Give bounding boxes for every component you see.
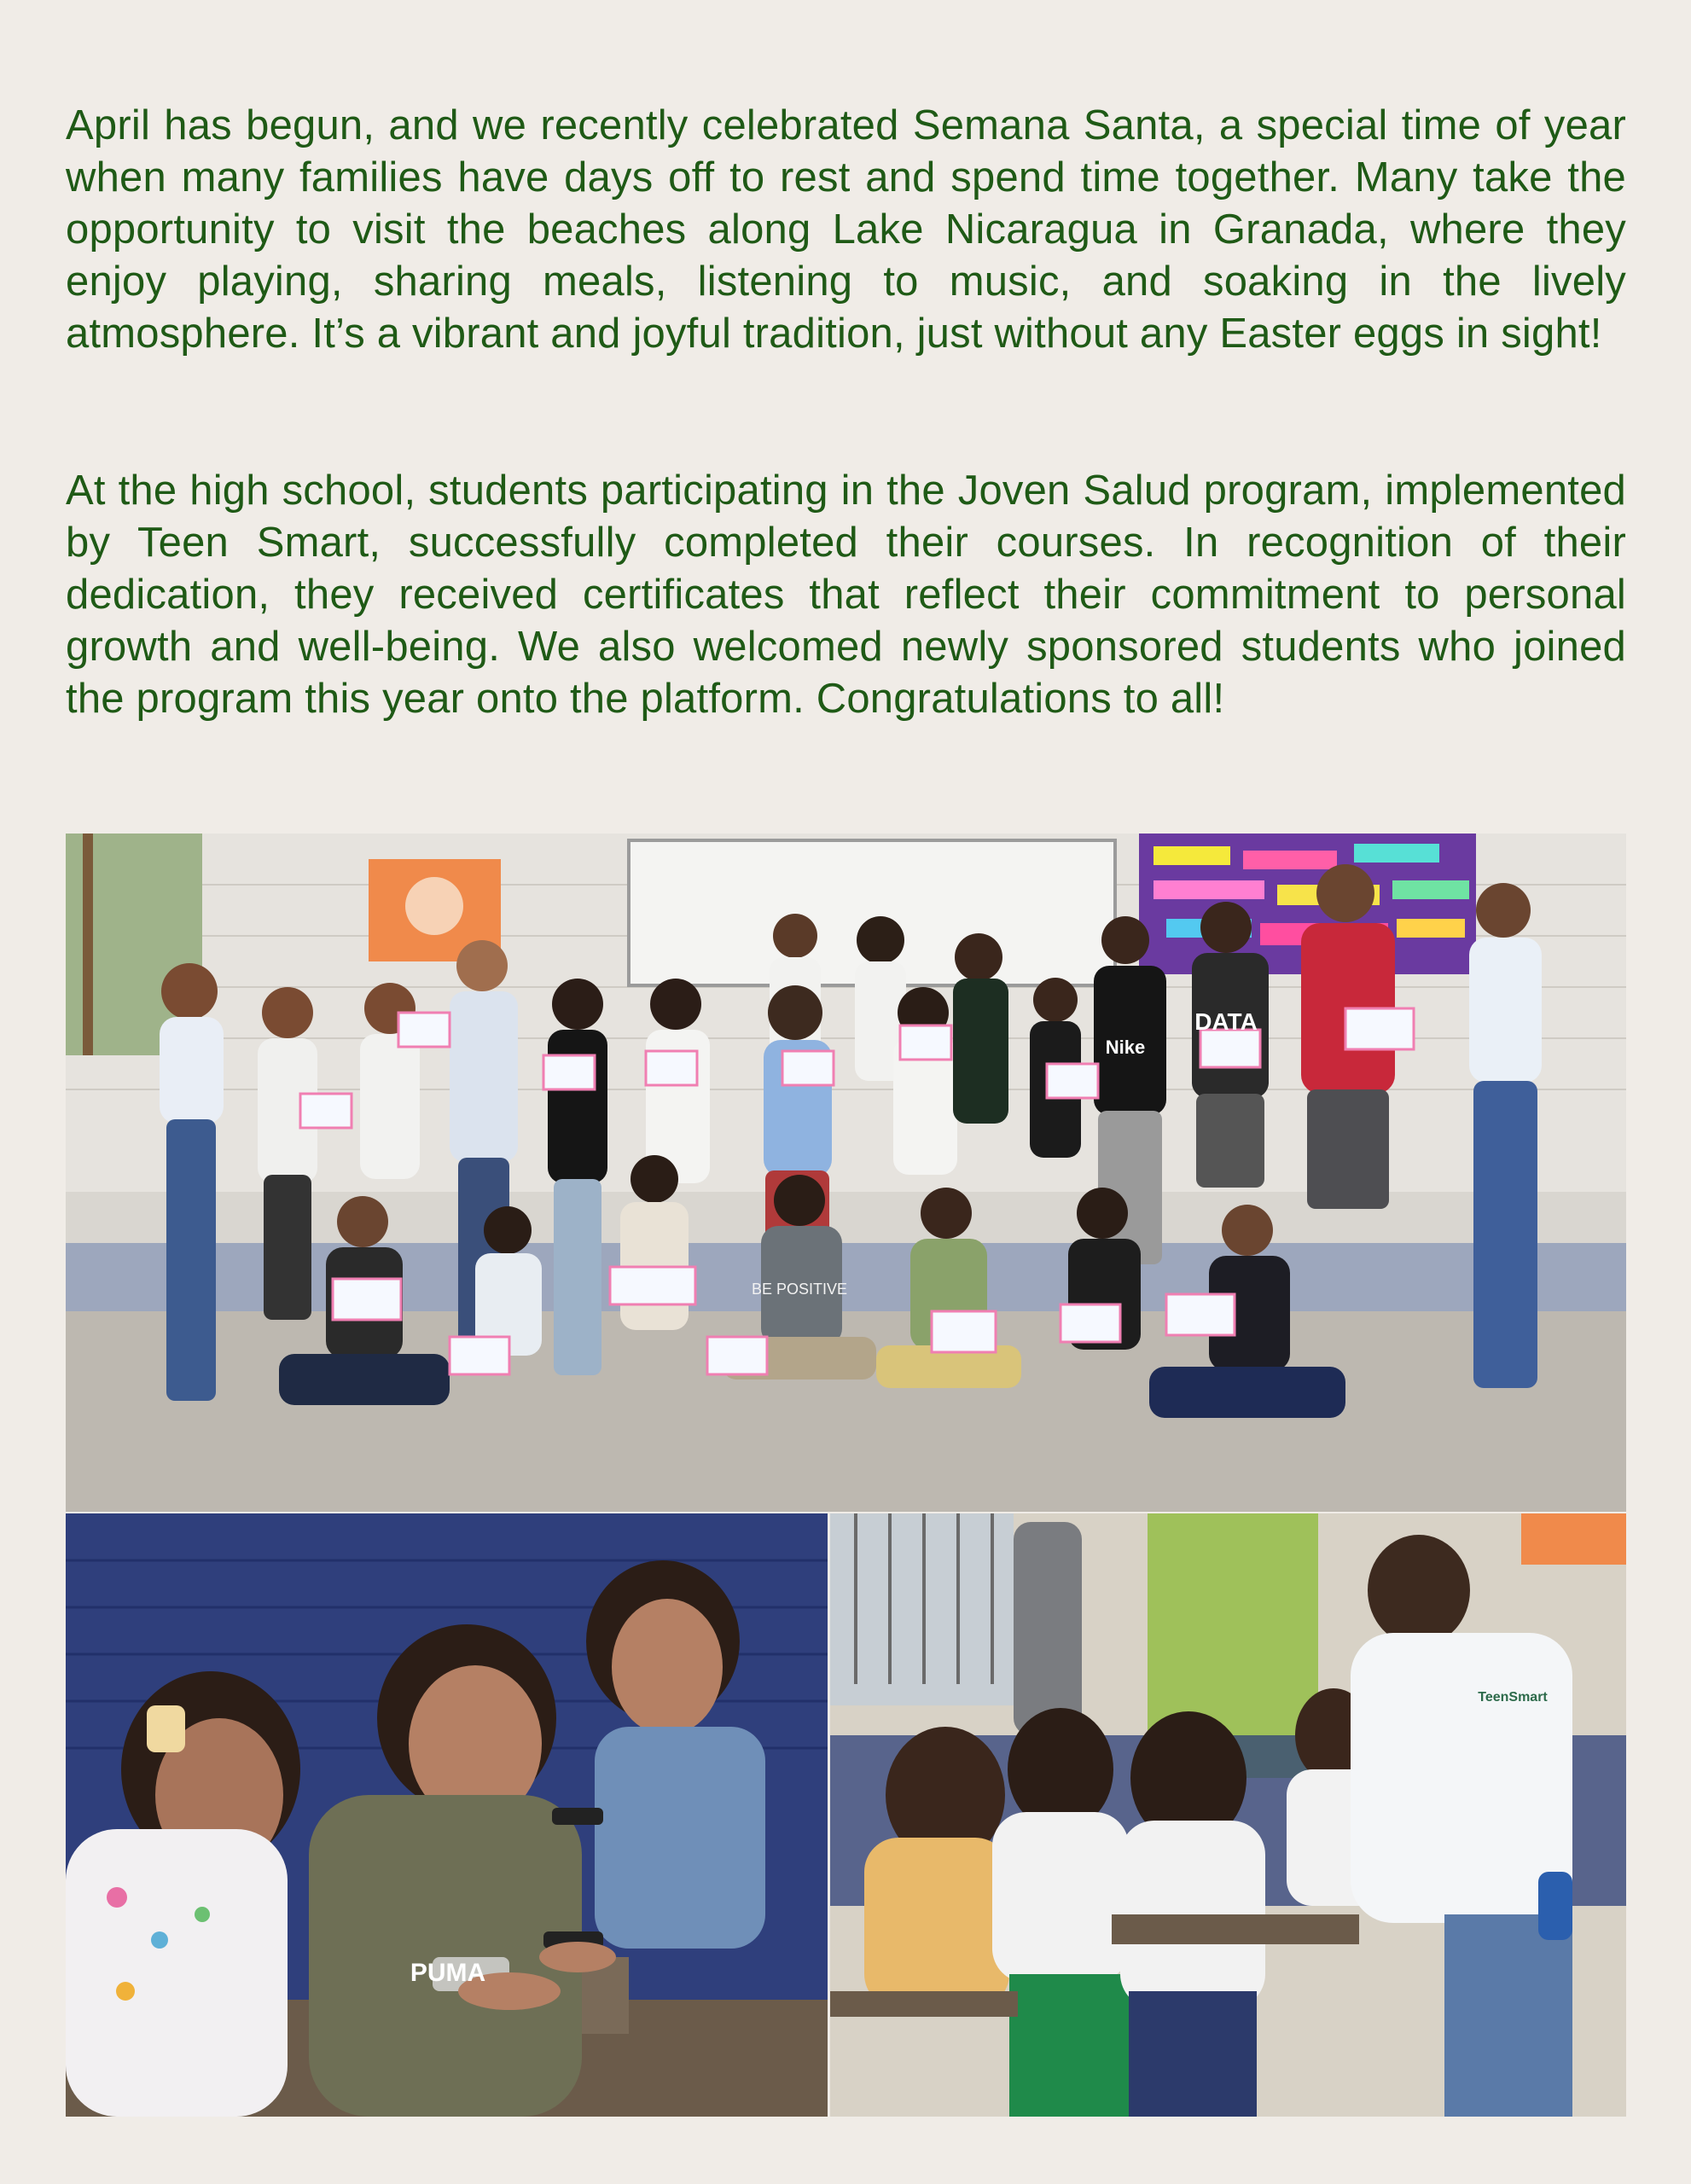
students-phones-photo — [66, 1513, 828, 2117]
shirt-text-teensmart: TeenSmart — [1478, 1690, 1548, 1705]
paragraph-semana-santa: April has begun, and we recently celebrated Semana Santa, a special time of year when many families have days off to rest and spend time together. Many take the opportunity to visit the beaches along Lake Nicaragua in Granada, where they enjoy playing, sharing meals, listening to music, and soaking in the lively atmosphere. It’s a vibrant and joyful tradition, just without any Easter eggs in sight! — [66, 102, 1626, 357]
teacher-photo-illustration — [830, 1513, 1626, 2117]
shirt-text-be-positive: BE POSITIVE — [751, 1281, 848, 1298]
shirt-text-nike: Nike — [1105, 1037, 1146, 1058]
teacher-helping-photo — [830, 1513, 1626, 2117]
group-photo-illustration — [66, 834, 1626, 1512]
shirt-text-puma: PUMA — [410, 1959, 486, 1987]
group-certificate-photo — [66, 834, 1626, 1512]
shirt-text-data: DATA — [1194, 1008, 1258, 1035]
phones-photo-illustration — [66, 1513, 828, 2117]
paragraph-joven-salud: At the high school, students participating in the Joven Salud program, implemented by Teen Smart, successfully completed their courses. In recognition of their dedication, they received certificates that reflect their commitment to personal growth and well-being. We also welcomed newly sponsored students who joined the program this year onto the platform. Congratulations to all! — [66, 468, 1626, 722]
